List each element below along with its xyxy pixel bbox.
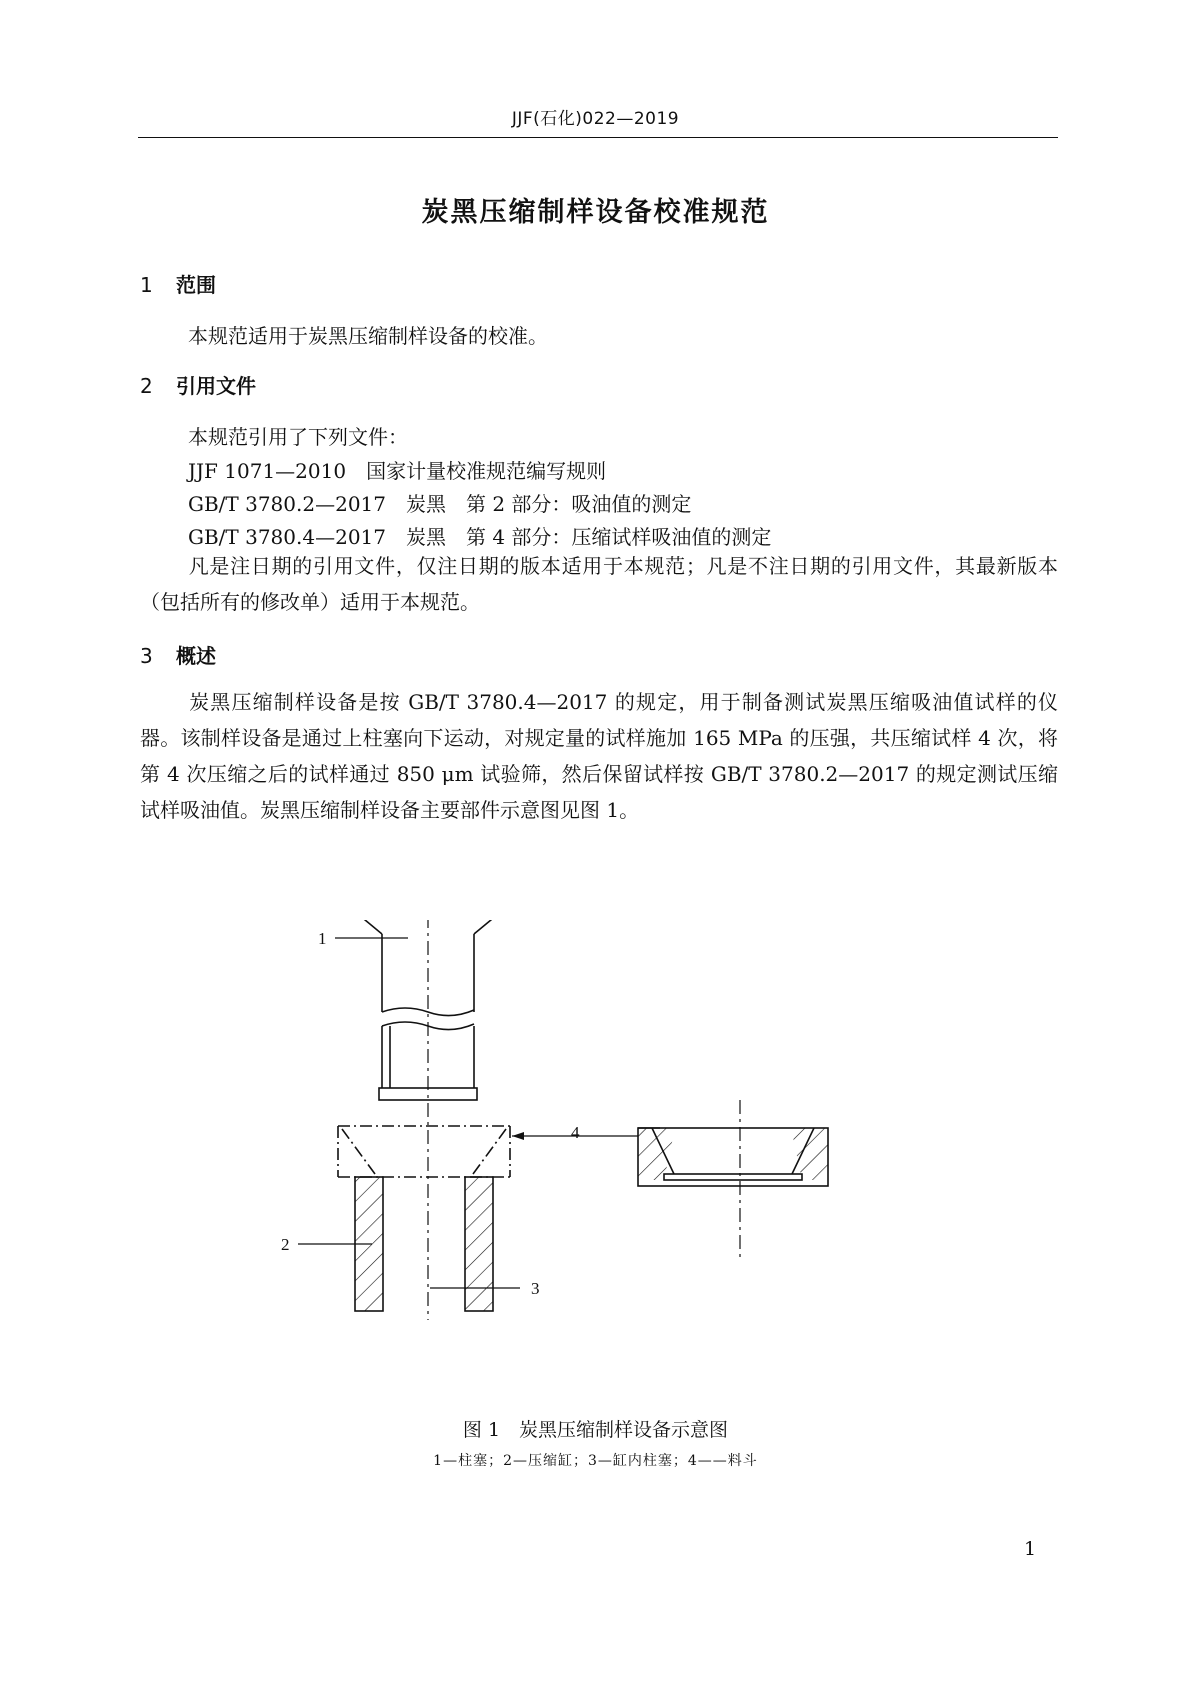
reference-item: GB/T 3780.4—2017 炭黑 第 4 部分：压缩试样吸油值的测定 bbox=[188, 525, 772, 549]
section-heading-1 bbox=[140, 269, 216, 298]
reference-item: JJF 1071—2010 国家计量校准规范编写规则 bbox=[188, 459, 607, 483]
figure-label-2: 2 bbox=[281, 1235, 290, 1254]
document-title: 炭黑压缩制样设备校准规范 bbox=[421, 197, 770, 228]
header-divider bbox=[138, 137, 1058, 138]
section-title: 范围 bbox=[176, 273, 216, 297]
scope-paragraph: 本规范适用于炭黑压缩制样设备的校准。 bbox=[188, 324, 548, 348]
figure-label-1: 1 bbox=[318, 929, 327, 948]
section-title: 概述 bbox=[176, 644, 216, 668]
apparatus-diagram bbox=[280, 920, 920, 1420]
section-heading-2 bbox=[140, 370, 256, 399]
page-header-code: JJF(石化)022—2019 bbox=[511, 109, 680, 129]
figure-caption: 图 1 炭黑压缩制样设备示意图 bbox=[462, 1419, 729, 1441]
section-heading-3 bbox=[140, 640, 216, 669]
references-note bbox=[140, 548, 1058, 620]
hopper-detail bbox=[638, 1100, 828, 1260]
page-number: 1 bbox=[1024, 1538, 1037, 1560]
section-number: 1 bbox=[140, 273, 153, 297]
figure-legend: 1—柱塞；2—压缩缸；3—缸内柱塞；4——料斗 bbox=[433, 1453, 758, 1469]
section-number: 3 bbox=[140, 644, 153, 668]
section-title: 引用文件 bbox=[176, 374, 256, 398]
section-number: 2 bbox=[140, 374, 153, 398]
figure-label-3: 3 bbox=[531, 1279, 540, 1298]
overview-paragraph bbox=[140, 684, 1058, 828]
overview-text: 炭黑压缩制样设备是按 GB/T 3780.4—2017 的规定，用于制备测试炭黑压缩吸油值试样的仪器。该制样设备是通过上柱塞向下运动，对规定量的试样施加 165 MPa 的压强，共压缩试样 4 次，将第 4 次压缩之后的试样通过 850 μm 试验筛，然后保留试样按 GB/T 3780.2—2017 的规定测试压缩试样吸油值。炭黑压缩制样设备主要部件示意图见图 1。 bbox=[140, 690, 1058, 822]
references-note-text: 凡是注日期的引用文件，仅注日期的版本适用于本规范；凡是不注日期的引用文件，其最新版本（包括所有的修改单）适用于本规范。 bbox=[140, 554, 1058, 614]
figure-label-4: 4 bbox=[571, 1123, 580, 1142]
compression-cylinder bbox=[355, 1177, 493, 1311]
hopper-outline bbox=[338, 1126, 510, 1177]
reference-item: GB/T 3780.2—2017 炭黑 第 2 部分：吸油值的测定 bbox=[188, 492, 692, 516]
references-intro: 本规范引用了下列文件： bbox=[188, 425, 408, 449]
